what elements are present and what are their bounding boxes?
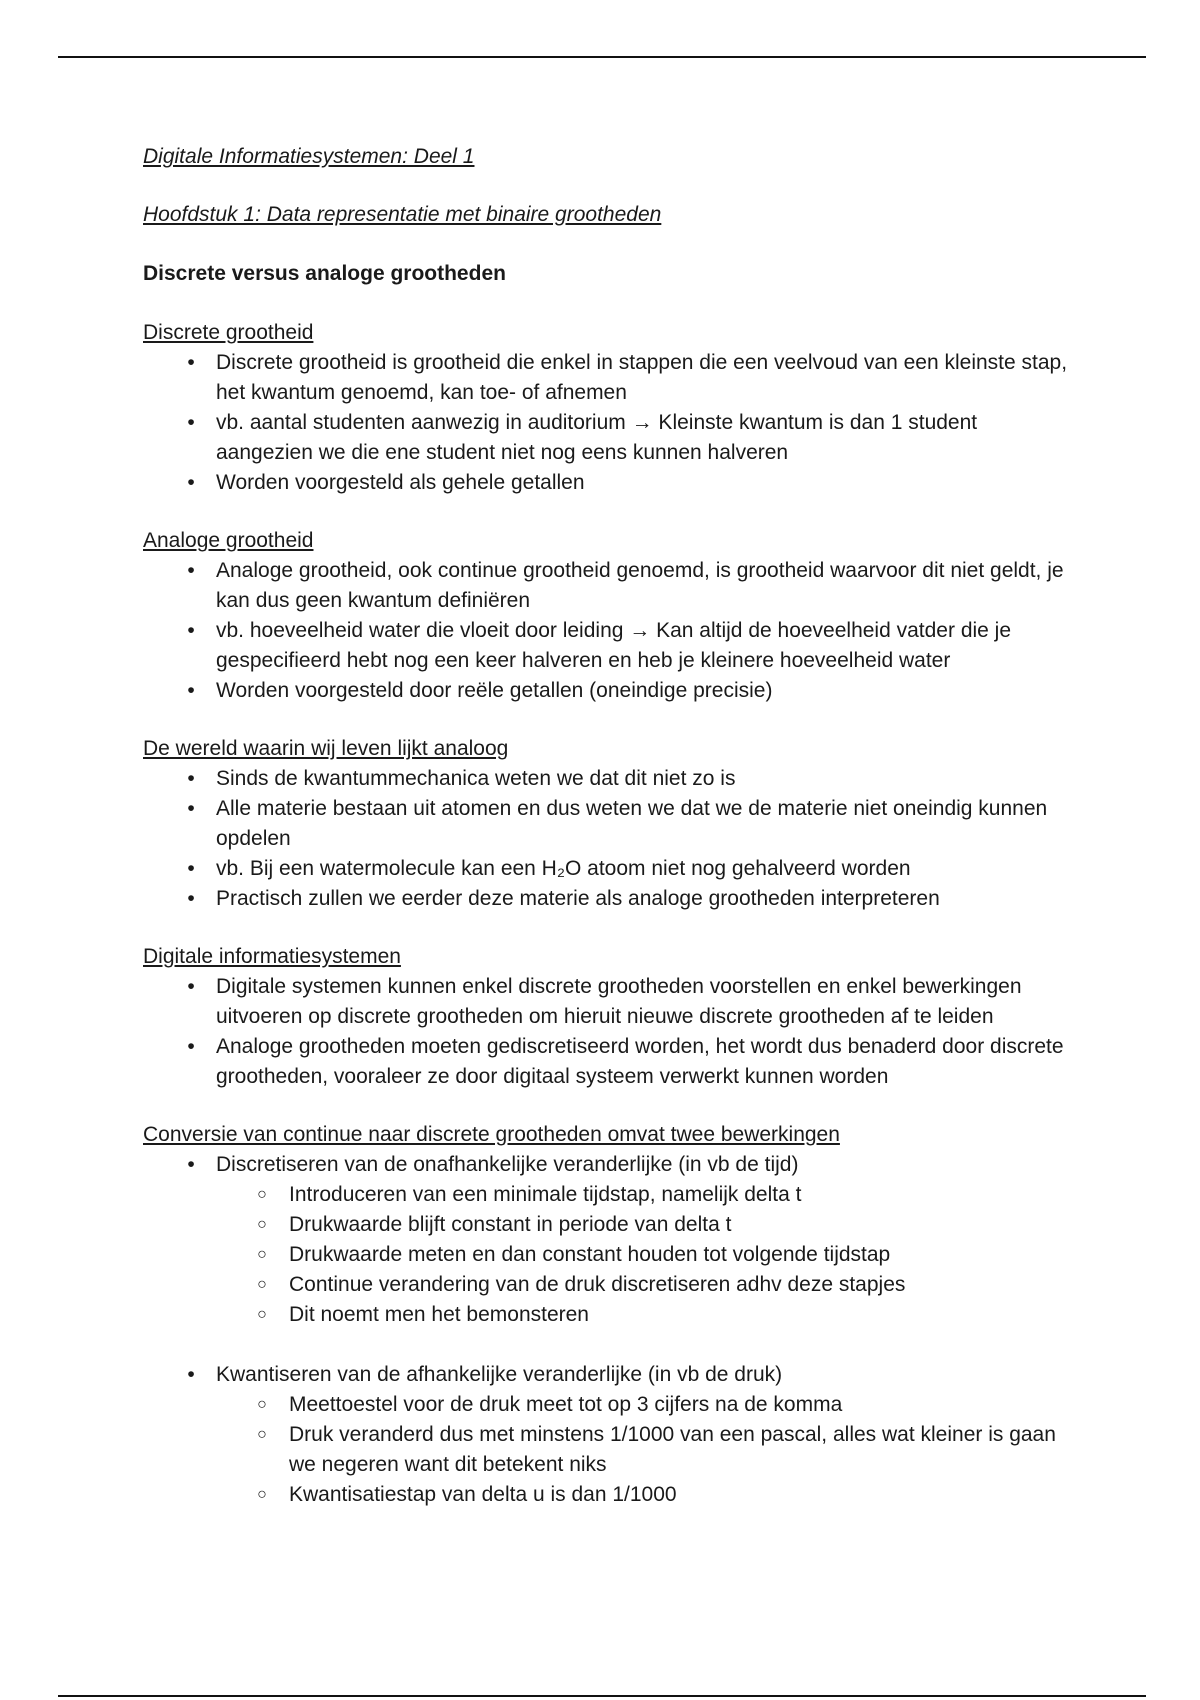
document-body <box>143 142 1073 1510</box>
subsection-heading: De wereld waarin wij leven lijkt analoog <box>143 737 509 760</box>
sub-bullet-list <box>216 1180 1073 1330</box>
circle-bullet-icon: ○ <box>257 1276 267 1293</box>
sub-list-item <box>216 1480 1073 1510</box>
subsection-heading: Digitale informatiesystemen <box>143 945 401 968</box>
section-heading: Discrete versus analoge grootheden <box>143 262 506 285</box>
sub-list-item <box>216 1180 1073 1210</box>
sub-list-item-text: Dit noemt men het bemonsteren <box>289 1303 589 1326</box>
list-item-text: vb. hoeveelheid water die vloeit door leiding → Kan altijd de hoeveelheid vatder die je gespecifieerd hebt nog een keer halveren en heb je kleinere hoeveelheid water <box>216 619 1012 672</box>
list-item <box>143 1360 1073 1510</box>
list-item <box>143 794 1073 854</box>
footer-rule <box>58 1695 1146 1697</box>
bullet-icon: • <box>187 1363 195 1386</box>
sub-list-item-text: Druk veranderd dus met minstens 1/1000 van een pascal, alles wat kleiner is gaan we negeren want dit betekent niks <box>289 1423 1056 1476</box>
list-item-text: Analoge grootheden moeten gediscretiseerd worden, het wordt dus benaderd door discrete grootheden, vooraleer ze door digitaal systeem verwerkt kunnen worden <box>216 1035 1064 1088</box>
bullet-icon: • <box>187 1035 195 1058</box>
circle-bullet-icon: ○ <box>257 1396 267 1413</box>
sub-list-item <box>216 1240 1073 1270</box>
sub-list-item-text: Continue verandering van de druk discretiseren adhv deze stapjes <box>289 1273 906 1296</box>
sub-list-item-text: Drukwaarde blijft constant in periode van delta t <box>289 1213 732 1236</box>
sub-list-item <box>216 1300 1073 1330</box>
bullet-icon: • <box>187 1153 195 1176</box>
list-item-text: Sinds de kwantummechanica weten we dat dit niet zo is <box>216 767 736 790</box>
bullet-icon: • <box>187 679 195 702</box>
bullet-icon: • <box>187 857 195 880</box>
bullet-list <box>143 556 1073 706</box>
list-item-text: Worden voorgesteld als gehele getallen <box>216 471 585 494</box>
circle-bullet-icon: ○ <box>257 1426 267 1443</box>
bullet-list <box>143 348 1073 498</box>
list-item-text: Discretiseren van de onafhankelijke veranderlijke (in vb de tijd) <box>216 1153 799 1176</box>
subsection-heading: Conversie van continue naar discrete grootheden omvat twee bewerkingen <box>143 1123 840 1146</box>
list-item <box>143 676 1073 706</box>
bullet-list <box>143 764 1073 914</box>
list-item-text: Digitale systemen kunnen enkel discrete grootheden voorstellen en enkel bewerkingen uitvoeren op discrete grootheden om hieruit nieuwe discrete grootheden af te leiden <box>216 975 1022 1028</box>
list-item-text: Practisch zullen we eerder deze materie als analoge grootheden interpreteren <box>216 887 940 910</box>
circle-bullet-icon: ○ <box>257 1486 267 1503</box>
sub-list-item <box>216 1390 1073 1420</box>
list-item <box>143 1032 1073 1092</box>
list-item-text: vb. Bij een watermolecule kan een H₂O atoom niet nog gehalveerd worden <box>216 857 911 880</box>
bullet-icon: • <box>187 797 195 820</box>
list-item-text: vb. aantal studenten aanwezig in auditorium → Kleinste kwantum is dan 1 student aangezien we die ene student niet nog eens kunnen halveren <box>216 411 978 464</box>
sub-bullet-list <box>216 1390 1073 1510</box>
list-item <box>143 764 1073 794</box>
bullet-icon: • <box>187 351 195 374</box>
list-spacer <box>143 1330 1073 1360</box>
bullet-icon: • <box>187 411 195 434</box>
list-item-text: Kwantiseren van de afhankelijke veranderlijke (in vb de druk) <box>216 1363 783 1386</box>
bullet-list <box>143 972 1073 1092</box>
sub-list-item <box>216 1210 1073 1240</box>
sub-list-item-text: Meettoestel voor de druk meet tot op 3 cijfers na de komma <box>289 1393 843 1416</box>
list-item <box>143 884 1073 914</box>
bullet-icon: • <box>187 559 195 582</box>
list-item <box>143 972 1073 1032</box>
sub-list-item-text: Drukwaarde meten en dan constant houden tot volgende tijdstap <box>289 1243 891 1266</box>
bullet-icon: • <box>187 767 195 790</box>
circle-bullet-icon: ○ <box>257 1216 267 1233</box>
chapter-title: Hoofdstuk 1: Data representatie met binaire grootheden <box>143 203 662 226</box>
subsection-heading: Analoge grootheid <box>143 529 314 552</box>
list-item <box>143 854 1073 884</box>
list-item <box>143 468 1073 498</box>
list-item-text: Alle materie bestaan uit atomen en dus weten we dat we de materie niet oneindig kunnen opdelen <box>216 797 1048 850</box>
circle-bullet-icon: ○ <box>257 1306 267 1323</box>
sub-list-item <box>216 1420 1073 1480</box>
sub-list-item-text: Kwantisatiestap van delta u is dan 1/1000 <box>289 1483 677 1506</box>
list-item <box>143 348 1073 408</box>
list-item <box>143 616 1073 676</box>
list-item-text: Worden voorgesteld door reële getallen (oneindige precisie) <box>216 679 773 702</box>
sub-list-item-text: Introduceren van een minimale tijdstap, namelijk delta t <box>289 1183 802 1206</box>
bullet-icon: • <box>187 619 195 642</box>
bullet-list <box>143 1150 1073 1510</box>
bullet-icon: • <box>187 471 195 494</box>
list-item <box>143 556 1073 616</box>
circle-bullet-icon: ○ <box>257 1246 267 1263</box>
subsection-heading: Discrete grootheid <box>143 321 314 344</box>
document-title: Digitale Informatiesystemen: Deel 1 <box>143 145 475 168</box>
sub-list-item <box>216 1270 1073 1300</box>
circle-bullet-icon: ○ <box>257 1186 267 1203</box>
bullet-icon: • <box>187 887 195 910</box>
header-rule <box>58 56 1146 58</box>
list-item <box>143 408 1073 468</box>
list-item-text: Analoge grootheid, ook continue grootheid genoemd, is grootheid waarvoor dit niet geldt, je kan dus geen kwantum definiëren <box>216 559 1064 612</box>
list-item <box>143 1150 1073 1330</box>
list-item-text: Discrete grootheid is grootheid die enkel in stappen die een veelvoud van een kleinste stap, het kwantum genoemd, kan toe- of afnemen <box>216 351 1068 404</box>
bullet-icon: • <box>187 975 195 998</box>
